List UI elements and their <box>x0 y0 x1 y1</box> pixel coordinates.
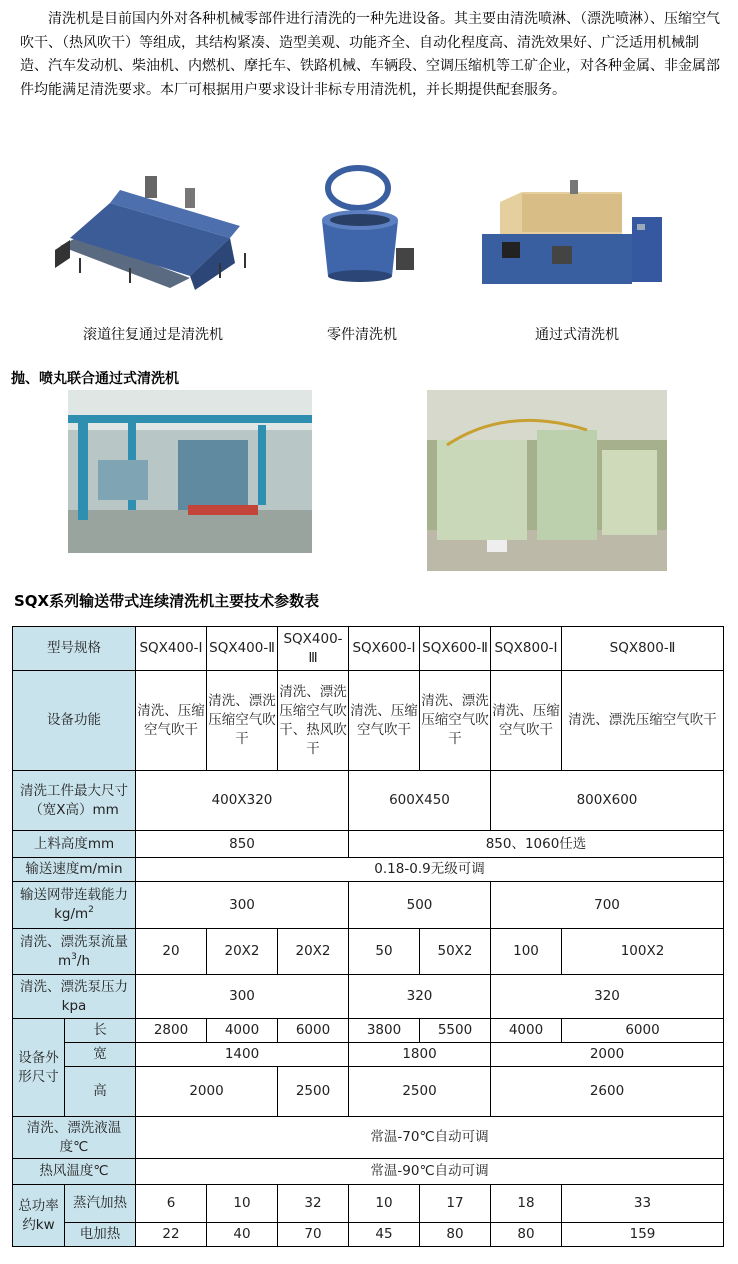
max-size-cell: 800X600 <box>491 771 724 831</box>
belt-load-cell: 700 <box>491 882 724 929</box>
table-row <box>13 671 724 771</box>
steam-label-cell: 蒸汽加热 <box>65 1185 136 1223</box>
pump-flow-label-cell: 清洗、漂洗泵流量$m^3/h$ <box>13 929 136 975</box>
function-cell: 清洗、压缩空气吹干 <box>491 671 562 771</box>
steam-cell: 33 <box>562 1185 724 1223</box>
electric-cell: 40 <box>207 1223 278 1247</box>
function-label-cell: 设备功能 <box>13 671 136 771</box>
model-cell: SQX800-Ⅱ <box>562 627 724 671</box>
product-caption: 滚道往复通过是清洗机 <box>83 327 223 343</box>
table-row <box>13 1159 724 1185</box>
model-cell: SQX400-Ⅰ <box>136 627 207 671</box>
model-cell: SQX400-Ⅱ <box>207 627 278 671</box>
steam-cell: 32 <box>278 1185 349 1223</box>
model-cell: SQX600-Ⅱ <box>420 627 491 671</box>
table-row <box>13 831 724 858</box>
pump-flow-cell: 20X2 <box>278 929 349 975</box>
electric-cell: 159 <box>562 1223 724 1247</box>
section-title: 抛、喷丸联合通过式清洗机 <box>11 371 179 387</box>
model-cell: SQX800-Ⅰ <box>491 627 562 671</box>
electric-cell: 80 <box>491 1223 562 1247</box>
electric-cell: 80 <box>420 1223 491 1247</box>
load-height-cell: 850 <box>136 831 349 858</box>
electric-cell: 22 <box>136 1223 207 1247</box>
electric-cell: 45 <box>349 1223 420 1247</box>
steam-cell: 10 <box>207 1185 278 1223</box>
length-cell: 2800 <box>136 1019 207 1043</box>
steam-cell: 17 <box>420 1185 491 1223</box>
height-cell: 2500 <box>278 1067 349 1117</box>
function-cell: 清洗、漂洗压缩空气吹干 <box>562 671 724 771</box>
product-caption: 通过式清洗机 <box>535 327 619 343</box>
model-label-cell: 型号规格 <box>13 627 136 671</box>
function-cell: 清洗、压缩空气吹干 <box>349 671 420 771</box>
model-cell: SQX400-Ⅲ <box>278 627 349 671</box>
table-row <box>13 1185 724 1223</box>
max-size-cell: 400X320 <box>136 771 349 831</box>
pump-flow-cell: 20 <box>136 929 207 975</box>
length-cell: 6000 <box>562 1019 724 1043</box>
model-cell: SQX600-Ⅰ <box>349 627 420 671</box>
belt-load-label-cell: 输送网带连载能力$kg/m^2$ <box>13 882 136 929</box>
length-cell: 5500 <box>420 1019 491 1043</box>
spec-table <box>12 626 724 1247</box>
table-row <box>13 1067 724 1117</box>
table-row <box>13 975 724 1019</box>
table-row <box>13 771 724 831</box>
height-cell: 2500 <box>349 1067 491 1117</box>
max-size-label-cell: 清洗工件最大尺寸（宽X高）mm <box>13 771 136 831</box>
pump-flow-cell: 100 <box>491 929 562 975</box>
max-size-cell: 600X450 <box>349 771 491 831</box>
table-row <box>13 858 724 882</box>
belt-load-cell: 300 <box>136 882 349 929</box>
table-title: SQX系列输送带式连续清洗机主要技术参数表 <box>14 592 320 610</box>
pump-flow-cell: 20X2 <box>207 929 278 975</box>
liquid-temp-label-cell: 清洗、漂洗液温度℃ <box>13 1117 136 1159</box>
length-cell: 3800 <box>349 1019 420 1043</box>
table-row <box>13 1043 724 1067</box>
table-row <box>13 1223 724 1247</box>
function-cell: 清洗、压缩空气吹干 <box>136 671 207 771</box>
pump-pressure-cell: 320 <box>349 975 491 1019</box>
width-cell: 2000 <box>491 1043 724 1067</box>
table-row <box>13 929 724 975</box>
belt-load-cell: 500 <box>349 882 491 929</box>
length-label-cell: 长 <box>65 1019 136 1043</box>
load-height-cell: 850、1060任选 <box>349 831 724 858</box>
electric-cell: 70 <box>278 1223 349 1247</box>
roller-conveyor-washer-image <box>50 168 265 293</box>
function-cell: 清洗、漂洗压缩空气吹干、热风吹干 <box>278 671 349 771</box>
function-cell: 清洗、漂洗压缩空气吹干 <box>207 671 278 771</box>
pump-pressure-label-cell: 清洗、漂洗泵压力kpa <box>13 975 136 1019</box>
width-label-cell: 宽 <box>65 1043 136 1067</box>
shot-blast-line-photo-1 <box>68 390 312 553</box>
liquid-temp-cell: 常温-70℃自动可调 <box>136 1117 724 1159</box>
speed-cell: 0.18-0.9无级可调 <box>136 858 724 882</box>
length-cell: 6000 <box>278 1019 349 1043</box>
height-cell: 2000 <box>136 1067 278 1117</box>
pump-flow-cell: 100X2 <box>562 929 724 975</box>
shot-blast-line-photo-2 <box>427 390 667 571</box>
hot-air-label-cell: 热风温度℃ <box>13 1159 136 1185</box>
hot-air-cell: 常温-90℃自动可调 <box>136 1159 724 1185</box>
pump-flow-cell: 50X2 <box>420 929 491 975</box>
pump-pressure-cell: 300 <box>136 975 349 1019</box>
steam-cell: 18 <box>491 1185 562 1223</box>
width-cell: 1800 <box>349 1043 491 1067</box>
length-cell: 4000 <box>207 1019 278 1043</box>
pass-through-washer-image <box>482 172 672 292</box>
table-row <box>13 882 724 929</box>
dims-label-cell: 设备外形尺寸 <box>13 1019 65 1117</box>
table-row <box>13 627 724 671</box>
width-cell: 1400 <box>136 1043 349 1067</box>
height-label-cell: 高 <box>65 1067 136 1117</box>
steam-cell: 6 <box>136 1185 207 1223</box>
length-cell: 4000 <box>491 1019 562 1043</box>
electric-label-cell: 电加热 <box>65 1223 136 1247</box>
steam-cell: 10 <box>349 1185 420 1223</box>
function-cell: 清洗、漂洗压缩空气吹干 <box>420 671 491 771</box>
height-cell: 2600 <box>491 1067 724 1117</box>
parts-washer-image <box>310 158 420 288</box>
product-caption: 零件清洗机 <box>327 327 397 343</box>
pump-pressure-cell: 320 <box>491 975 724 1019</box>
table-row <box>13 1117 724 1159</box>
intro-paragraph: 清洗机是目前国内外对各种机械零部件进行清洗的一种先进设备。其主要由清洗喷淋、（漂洗喷淋）、压缩空气吹干、（热风吹干）等组成，其结构紧凑、造型美观、功能齐全、自动化程度高、清洗效果好、广泛适用机械制造、汽车发动机、柴油机、内燃机、摩托车、铁路机械、车辆段、空调压缩机等工矿企业，对各种金属、非金属部件均能满足清洗要求。本厂可根据用户要求设计非标专用清洗机，并长期提供配套服务。 <box>20 11 720 98</box>
pump-flow-cell: 50 <box>349 929 420 975</box>
load-height-label-cell: 上料高度mm <box>13 831 136 858</box>
table-row <box>13 1019 724 1043</box>
speed-label-cell: 输送速度m/min <box>13 858 136 882</box>
power-label-cell: 总功率约kw <box>13 1185 65 1247</box>
